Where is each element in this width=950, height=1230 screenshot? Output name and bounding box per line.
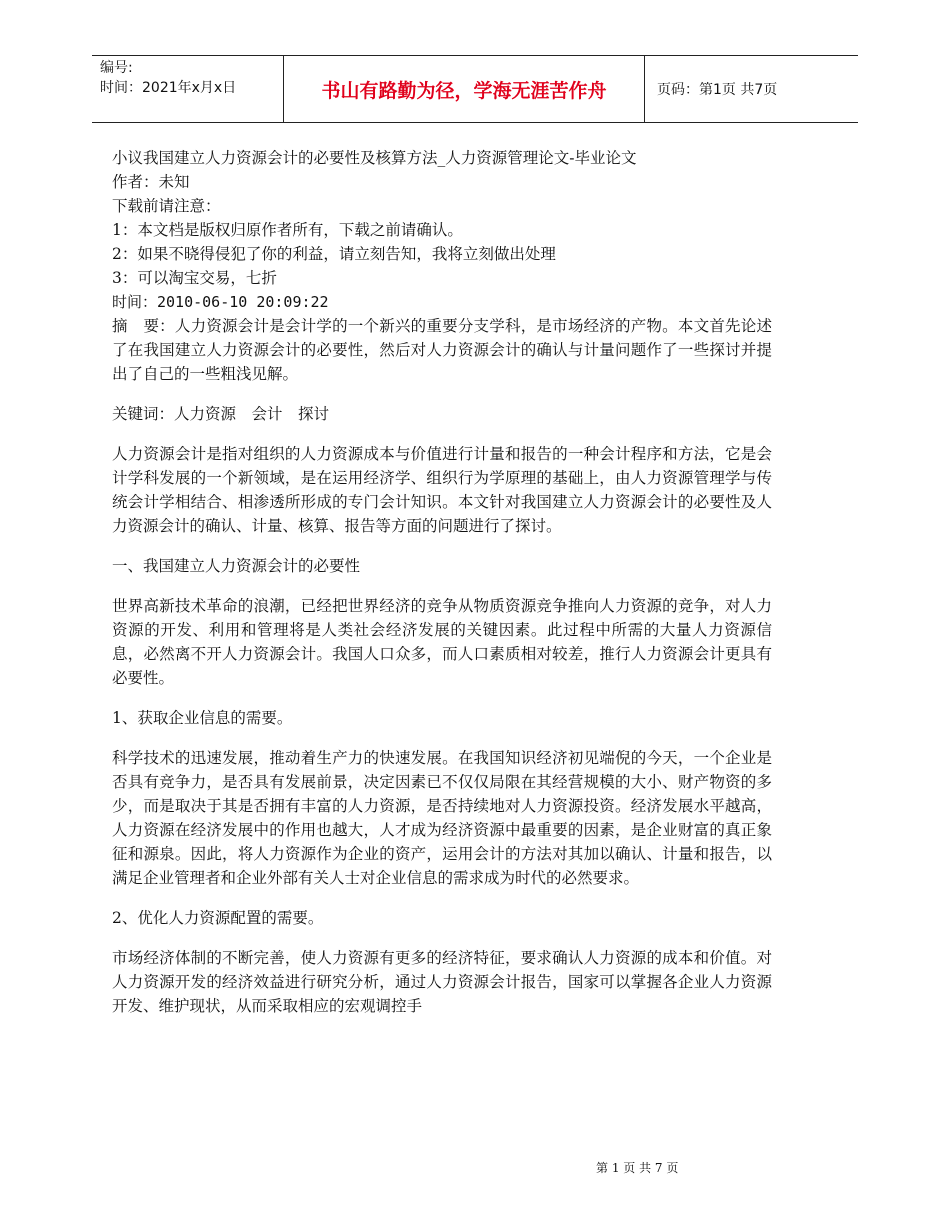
page-footer: 第 1 页 共 7 页 xyxy=(596,1161,679,1175)
intro-paragraph: 人力资源会计是指对组织的人力资源成本与价值进行计量和报告的一种会计程序和方法，它是会计学科发展的一个新领域，是在运用经济学、组织行为学原理的基础上，由人力资源管理学与传统会计学相结合、相渗透所形成的专门会计知识。本文针对我国建立人力资源会计的必要性及人力资源会计的确认、计量、核算、报告等方面的问题进行了探讨。 xyxy=(112,445,772,535)
subsection-heading-1: 1、获取企业信息的需要。 xyxy=(112,709,293,727)
header-page-label: 页码：第1页 共7页 xyxy=(657,82,778,98)
notice-item-1: 1：本文档是版权归原作者所有，下载之前请确认。 xyxy=(112,221,463,239)
notice-item-2: 2：如果不晓得侵犯了你的利益，请立刻告知，我将立刻做出处理 xyxy=(112,245,556,263)
abstract: 摘 要：人力资源会计是会计学的一个新兴的重要分支学科，是市场经济的产物。本文首先论述了在我国建立人力资源会计的必要性，然后对人力资源会计的确认与计量问题作了一些探讨并提出了自己的一些粗浅见解。 xyxy=(112,317,772,383)
document-body xyxy=(112,146,772,1018)
document-number-label: 编号: xyxy=(100,60,133,76)
notice-item-3: 3：可以淘宝交易，七折 xyxy=(112,269,277,287)
document-header xyxy=(92,55,858,123)
publish-time: 时间：2010-06-10 20:09:22 xyxy=(112,293,329,311)
document-author: 作者：未知 xyxy=(112,173,190,191)
subsection-1-paragraph: 科学技术的迅速发展，推动着生产力的快速发展。在我国知识经济初见端倪的今天，一个企业是否具有竞争力，是否具有发展前景，决定因素已不仅仅局限在其经营规模的大小、财产物资的多少，而是取决于其是否拥有丰富的人力资源，是否持续地对人力资源投资。经济发展水平越高，人力资源在经济发展中的作用也越大，人才成为经济资源中最重要的因素，是企业财富的真正象征和源泉。因此，将人力资源作为企业的资产，运用会计的方法对其加以确认、计量和报告，以满足企业管理者和企业外部有关人士对企业信息的需求成为时代的必然要求。 xyxy=(112,749,772,887)
notice-heading: 下载前请注意： xyxy=(112,197,221,215)
section-heading-1: 一、我国建立人力资源会计的必要性 xyxy=(112,557,361,575)
keywords: 关键词：人力资源 会计 探讨 xyxy=(112,405,330,423)
section-1-paragraph: 世界高新技术革命的浪潮，已经把世界经济的竞争从物质资源竞争推向人力资源的竞争，对人力资源的开发、利用和管理将是人类社会经济发展的关键因素。此过程中所需的大量人力资源信息，必然离不开人力资源会计。我国人口众多，而人口素质相对较差，推行人力资源会计更具有必要性。 xyxy=(112,597,772,687)
header-meta xyxy=(92,56,283,122)
subsection-heading-2: 2、优化人力资源配置的需要。 xyxy=(112,909,324,927)
subsection-2-paragraph: 市场经济体制的不断完善，使人力资源有更多的经济特征，要求确认人力资源的成本和价值。对人力资源开发的经济效益进行研究分析，通过人力资源会计报告，国家可以掌握各企业人力资源开发、维护现状，从而采取相应的宏观调控手 xyxy=(112,949,772,1015)
header-motto: 书山有路勤为径，学海无涯苦作舟 xyxy=(283,56,645,122)
document-title: 小议我国建立人力资源会计的必要性及核算方法_人力资源管理论文-毕业论文 xyxy=(112,149,637,167)
document-time-label: 时间：2021年x月x日 xyxy=(100,80,237,96)
